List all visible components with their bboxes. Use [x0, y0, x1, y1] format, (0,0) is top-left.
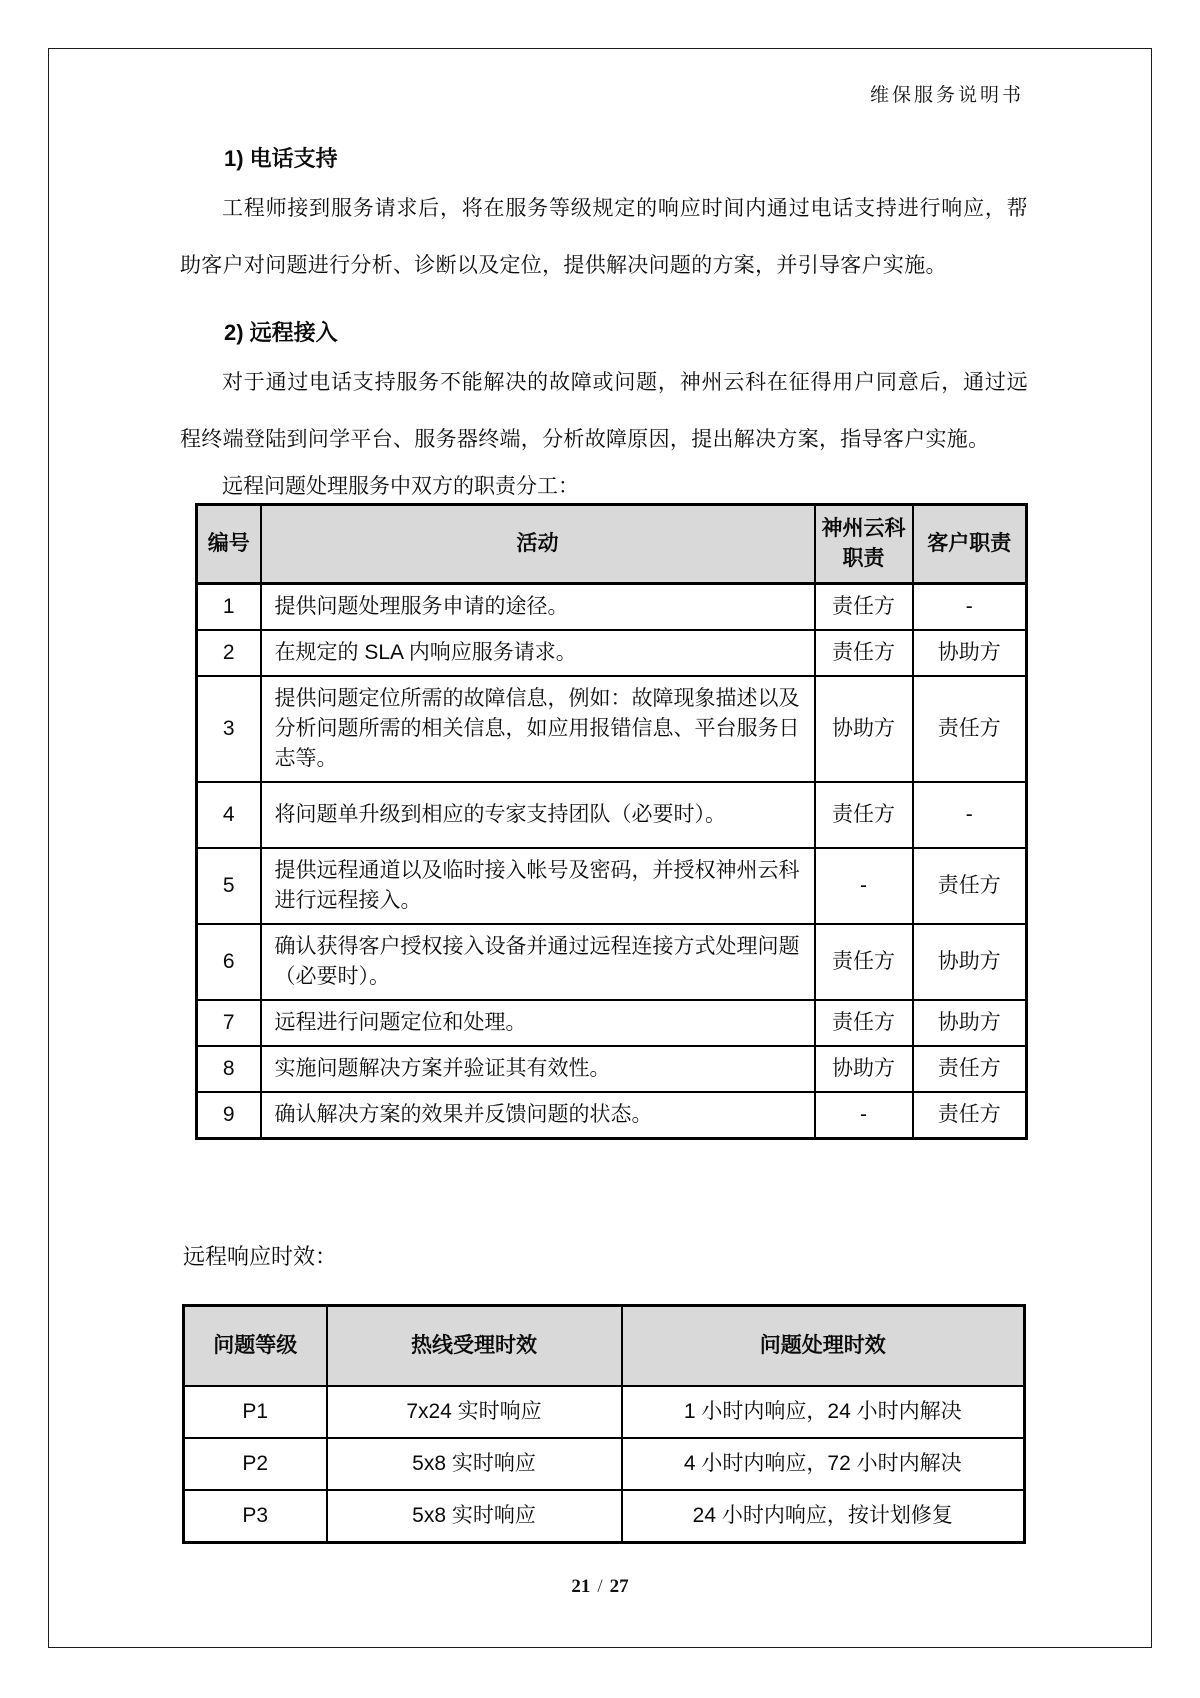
resp-row-number: 6 — [197, 924, 261, 1000]
sla-row-handling: 1 小时内响应，24 小时内解决 — [622, 1386, 1025, 1438]
resp-row-vendor-role: 责任方 — [815, 630, 913, 676]
resp-header-activity: 活动 — [261, 505, 815, 584]
resp-row-activity: 实施问题解决方案并验证其有效性。 — [261, 1046, 815, 1092]
responsibility-table-intro: 远程问题处理服务中双方的职责分工： — [222, 475, 579, 498]
page-number-separator: / — [597, 1576, 603, 1597]
resp-row-activity: 提供问题定位所需的故障信息，例如：故障现象描述以及分析问题所需的相关信息，如应用报错信息、平台服务日志等。 — [261, 676, 815, 782]
resp-row-vendor-role: - — [815, 1092, 913, 1139]
resp-row-activity: 提供问题处理服务申请的途径。 — [261, 584, 815, 631]
sla-table-intro: 远程响应时效： — [183, 1244, 338, 1269]
sla-row-hotline: 7x24 实时响应 — [327, 1386, 622, 1438]
resp-row-vendor-role: 协助方 — [815, 1046, 913, 1092]
sla-header-handling: 问题处理时效 — [622, 1306, 1025, 1387]
resp-row-number: 5 — [197, 848, 261, 924]
sla-row-handling: 4 小时内响应，72 小时内解决 — [622, 1438, 1025, 1490]
resp-header-vendor: 神州云科职责 — [815, 505, 913, 584]
sla-header-hotline: 热线受理时效 — [327, 1306, 622, 1387]
sla-header-level: 问题等级 — [184, 1306, 327, 1387]
resp-row-customer-role: 责任方 — [913, 676, 1027, 782]
page-footer — [0, 1576, 1200, 1598]
resp-row-customer-role: 责任方 — [913, 1046, 1027, 1092]
resp-row-vendor-role: - — [815, 848, 913, 924]
section-2-paragraph: 对于通过电话支持服务不能解决的故障或问题，神州云科在征得用户同意后，通过远程终端登陆到问学平台、服务器终端，分析故障原因，提出解决方案，指导客户实施。 — [180, 371, 1028, 451]
responsibility-table-header — [197, 505, 1027, 584]
resp-row-number: 3 — [197, 676, 261, 782]
resp-row-activity: 在规定的 SLA 内响应服务请求。 — [261, 630, 815, 676]
sla-row-level: P3 — [184, 1490, 327, 1543]
resp-row-vendor-role: 责任方 — [815, 584, 913, 631]
sla-row-handling: 24 小时内响应，按计划修复 — [622, 1490, 1025, 1543]
resp-table-row — [197, 848, 1027, 924]
resp-row-customer-role: 协助方 — [913, 1000, 1027, 1046]
page-number-total: 27 — [609, 1576, 629, 1597]
resp-table-row — [197, 584, 1027, 631]
resp-header-customer: 客户职责 — [913, 505, 1027, 584]
resp-table-row — [197, 924, 1027, 1000]
sla-table-row — [184, 1438, 1025, 1490]
resp-row-customer-role: - — [913, 782, 1027, 848]
page-content — [180, 128, 1028, 1544]
section-2-heading: 2) 远程接入 — [224, 320, 338, 345]
sla-table-row — [184, 1490, 1025, 1543]
resp-row-vendor-role: 协助方 — [815, 676, 913, 782]
resp-table-row — [197, 1000, 1027, 1046]
document-title-header: 维保服务说明书 — [869, 85, 1024, 106]
resp-row-number: 1 — [197, 584, 261, 631]
resp-row-activity: 提供远程通道以及临时接入帐号及密码，并授权神州云科进行远程接入。 — [261, 848, 815, 924]
sla-row-hotline: 5x8 实时响应 — [327, 1490, 622, 1543]
resp-row-activity: 将问题单升级到相应的专家支持团队（必要时）。 — [261, 782, 815, 848]
sla-row-level: P2 — [184, 1438, 327, 1490]
resp-row-customer-role: 协助方 — [913, 924, 1027, 1000]
resp-table-row — [197, 630, 1027, 676]
sla-row-level: P1 — [184, 1386, 327, 1438]
section-1-paragraph: 工程师接到服务请求后，将在服务等级规定的响应时间内通过电话支持进行响应，帮助客户对问题进行分析、诊断以及定位，提供解决问题的方案，并引导客户实施。 — [180, 197, 1028, 277]
resp-row-activity: 远程进行问题定位和处理。 — [261, 1000, 815, 1046]
resp-table-row — [197, 676, 1027, 782]
sla-row-hotline: 5x8 实时响应 — [327, 1438, 622, 1490]
resp-row-number: 2 — [197, 630, 261, 676]
resp-table-row — [197, 782, 1027, 848]
section-1-heading: 1) 电话支持 — [224, 146, 338, 171]
resp-row-number: 9 — [197, 1092, 261, 1139]
sla-table-row — [184, 1386, 1025, 1438]
resp-row-activity: 确认获得客户授权接入设备并通过远程连接方式处理问题（必要时）。 — [261, 924, 815, 1000]
resp-row-customer-role: 责任方 — [913, 848, 1027, 924]
resp-row-customer-role: 责任方 — [913, 1092, 1027, 1139]
page-number-current: 21 — [571, 1576, 591, 1597]
sla-table-header — [184, 1306, 1025, 1387]
resp-row-customer-role: - — [913, 584, 1027, 631]
resp-row-number: 8 — [197, 1046, 261, 1092]
resp-row-customer-role: 协助方 — [913, 630, 1027, 676]
responsibility-table — [195, 503, 1028, 1140]
resp-header-id: 编号 — [197, 505, 261, 584]
resp-table-row — [197, 1046, 1027, 1092]
resp-row-vendor-role: 责任方 — [815, 924, 913, 1000]
resp-row-activity: 确认解决方案的效果并反馈问题的状态。 — [261, 1092, 815, 1139]
resp-row-number: 4 — [197, 782, 261, 848]
resp-row-number: 7 — [197, 1000, 261, 1046]
resp-row-vendor-role: 责任方 — [815, 1000, 913, 1046]
sla-table — [182, 1304, 1026, 1544]
resp-row-vendor-role: 责任方 — [815, 782, 913, 848]
resp-table-row — [197, 1092, 1027, 1139]
